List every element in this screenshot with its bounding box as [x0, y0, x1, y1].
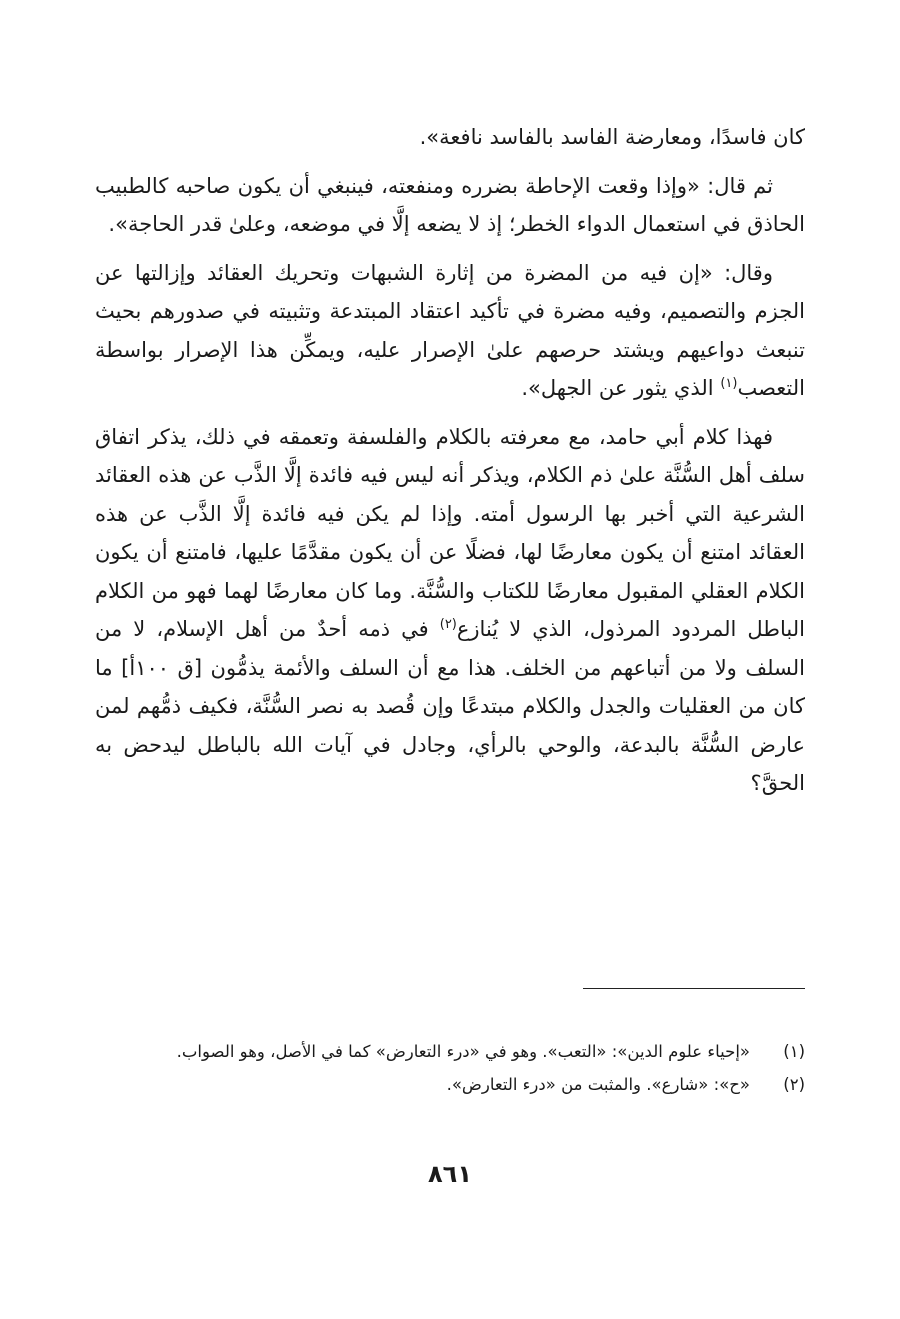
paragraph-text: وقال: «إن فيه من المضرة من إثارة الشبهات وتحريك العقائد وإزالتها عن الجزم والتصميم، وفيه مضرة في تأكيد اعتقاد المبتدعة وتثبيته في صدورهم بحيث تنبعث دواعيهم ويشتد حرصهم علىٰ الإصرار عليه، ويمكِّن هذا الإصرار بواسطة التعصب: [95, 260, 805, 400]
paragraph: [95, 254, 805, 408]
paragraph-text: كان فاسدًا، ومعارضة الفاسد بالفاسد نافعة».: [419, 125, 805, 149]
footnote-reference: (١): [720, 376, 738, 391]
footnote-separator: [583, 988, 805, 989]
paragraph: [95, 118, 805, 157]
page-number: ٨٦١: [428, 1160, 472, 1188]
footnote-text: «إحياء علوم الدين»: «التعب». وهو في «درء التعارض» كما في الأصل، وهو الصواب.: [176, 1042, 750, 1061]
footnote-number: (٢): [783, 1075, 805, 1094]
paragraph-text: ثم قال: «وإذا وقعت الإحاطة بضرره ومنفعته، فينبغي أن يكون صاحبه كالطبيب الحاذق في استعمال الدواء الخطر؛ إذ لا يضعه إلَّا في موضعه، وعلىٰ قدر الحاجة».: [95, 173, 805, 236]
footnote-reference: (٢): [439, 617, 457, 632]
paragraph: [95, 418, 805, 803]
paragraph-text: في ذمه أحدٌ من أهل الإسلام، لا من السلف ولا من أتباعهم من الخلف. هذا مع أن السلف والأئمة يذمُّون [ق ١٠٠أ] ما كان من العقليات والجدل والكلام مبتدعًا وإن قُصد به نصر السُّنَّة، فكيف ذمُّهم لمن عارض السُّنَّة بالبدعة، والوحي بالرأي، وجادل في آيات الله بالباطل ليدحض به الحقَّ؟: [95, 617, 805, 795]
paragraph-text: فهذا كلام أبي حامد، مع معرفته بالكلام والفلسفة وتعمقه في ذلك، يذكر اتفاق سلف أهل السُّنَّة علىٰ ذم الكلام، ويذكر أنه ليس فيه فائدة إلَّا الذَّب عن هذه العقائد الشرعية التي أخبر بها الرسول أمته. وإذا لم يكن فيه فائدة إلَّا الذَّب عن هذه العقائد امتنع أن يكون معارضًا لها، فضلًا عن أن يكون مقدَّمًا عليها، فامتنع أن يكون الكلام العقلي المقبول معارضًا للكتاب والسُّنَّة. وما كان معارضًا لهما فهو من الكلام الباطل المردود المرذول، الذي لا يُنازع: [95, 424, 805, 641]
paragraph-text: الذي يثور عن الجهل».: [521, 376, 721, 400]
footnote: [95, 1068, 805, 1101]
paragraph: [95, 167, 805, 244]
footnote-number: (١): [783, 1042, 805, 1061]
footnote: [95, 1035, 805, 1068]
footnotes: [95, 1035, 805, 1101]
footnote-text: «ح»: «شارع». والمثبت من «درء التعارض».: [446, 1075, 750, 1094]
main-text: [95, 118, 805, 813]
